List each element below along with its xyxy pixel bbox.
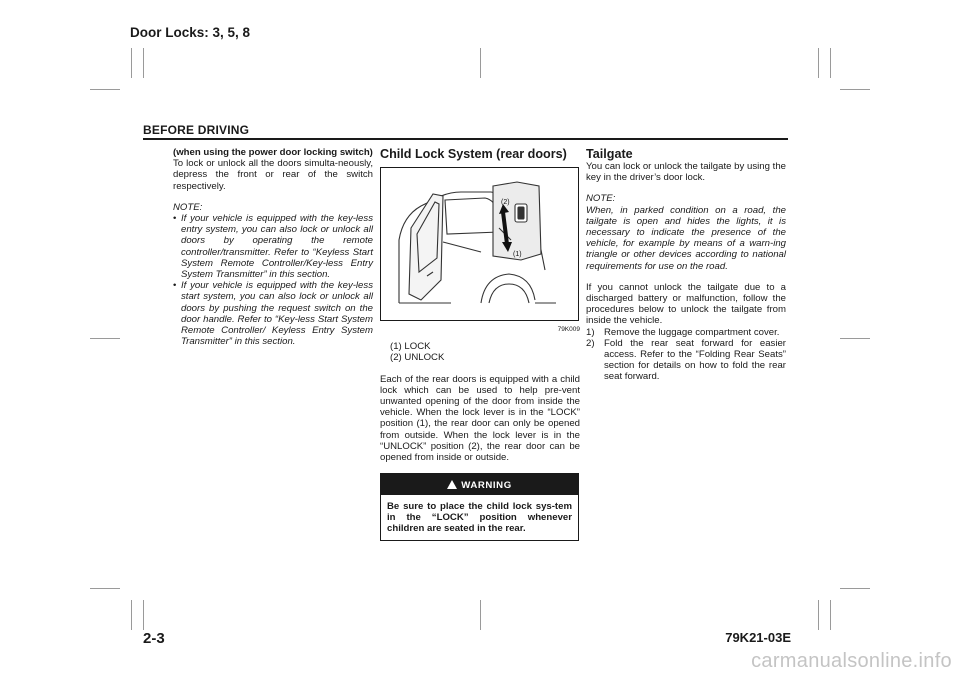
- crop-mark: [818, 48, 819, 78]
- crop-mark: [143, 600, 144, 630]
- crop-mark: [90, 338, 120, 339]
- section-heading: BEFORE DRIVING: [143, 123, 250, 137]
- crop-mark: [480, 600, 481, 630]
- watermark: carmanualsonline.info: [751, 650, 952, 672]
- child-lock-paragraph: Each of the rear doors is equipped with a child lock which can be used to help pre-vent unwanted opening of the door from inside the vehicle. When the lock lever is in the “LOCK” position (1), the rear door can only be opened from outside. When the lock lever is in the “UNLOCK” position (2), the rear door can be opened from inside or outside.: [380, 373, 580, 464]
- crop-mark: [131, 48, 132, 78]
- step-item: 1) Remove the luggage compartment cover.: [586, 326, 780, 338]
- crop-mark: [840, 588, 870, 589]
- warning-icon: [447, 480, 457, 489]
- column-left: [173, 147, 373, 347]
- callout-unlock: (2): [501, 199, 510, 206]
- header-rule: [143, 138, 788, 140]
- child-lock-title: Child Lock System (rear doors): [380, 147, 567, 161]
- crop-mark: [840, 338, 870, 339]
- note-list: [173, 213, 373, 347]
- crop-mark: [840, 89, 870, 90]
- power-lock-heading: (when using the power door locking switch): [173, 147, 373, 158]
- note-item: • If your vehicle is equipped with the key-less entry system, you can also lock or unlock all doors by operating the remote controller/transmitter. Refer to “Keyless Start System Remote Controller/Key-less Entry System Transmitter” in this section.: [173, 213, 373, 280]
- page-number: 2-3: [143, 630, 165, 647]
- step-item: 2) Fold the rear seat forward for easier access. Refer to the “Folding Rear Seats” section for details on how to fold the rear seat forward.: [586, 337, 786, 383]
- note-label: NOTE:: [586, 193, 616, 205]
- crop-mark: [818, 600, 819, 630]
- power-lock-paragraph: To lock or unlock all the doors simulta-neously, depress the front or rear of the switch respectively.: [173, 158, 373, 192]
- tailgate-note: When, in parked condition on a road, the tailgate is open and hides the lights, it is necessary to indicate the presence of the vehicle, for example by means of a warn-ing triangle or other devices according to national requirements for use on the road.: [586, 204, 786, 272]
- crop-mark: [143, 48, 144, 78]
- document-code: 79K21-03E: [725, 630, 791, 645]
- figure-code: 79K009: [557, 326, 580, 333]
- warning-header: [381, 474, 578, 495]
- crop-mark: [90, 588, 120, 589]
- child-lock-figure: [380, 167, 579, 321]
- tailgate-paragraph-2: If you cannot unlock the tailgate due to a discharged battery or malfunction, follow the procedures below to unlock the tailgate from inside the vehicle.: [586, 281, 786, 327]
- column-right: [586, 147, 786, 383]
- crop-mark: [830, 600, 831, 630]
- legend-item: (1) LOCK: [390, 341, 431, 353]
- note-item: • If your vehicle is equipped with the key-less start system, you can also lock or unlock all doors by pushing the request switch on the door handle. Refer to “Key-less Start System Remote Controller/ Keyless Entry System Transmitter” in this section.: [173, 280, 373, 347]
- callout-lock: (1): [513, 251, 522, 258]
- rear-door-illustration: [381, 168, 578, 320]
- crop-mark: [90, 89, 120, 90]
- crop-mark: [131, 600, 132, 630]
- crop-mark: [830, 48, 831, 78]
- note-label: NOTE:: [173, 201, 203, 213]
- tailgate-title: Tailgate: [586, 147, 633, 161]
- warning-title: WARNING: [461, 480, 512, 492]
- warning-box: [380, 473, 579, 541]
- steps-list: [586, 327, 786, 383]
- header-note: Door Locks: 3, 5, 8: [130, 25, 251, 40]
- column-middle: [380, 147, 580, 541]
- crop-mark: [480, 48, 481, 78]
- legend-item: (2) UNLOCK: [390, 352, 445, 364]
- warning-text: Be sure to place the child lock sys-tem in the “LOCK” position whenever children are seated in the rear.: [387, 501, 572, 535]
- figure-legend: [380, 341, 580, 363]
- tailgate-paragraph: You can lock or unlock the tailgate by using the key in the driver’s door lock.: [586, 161, 786, 184]
